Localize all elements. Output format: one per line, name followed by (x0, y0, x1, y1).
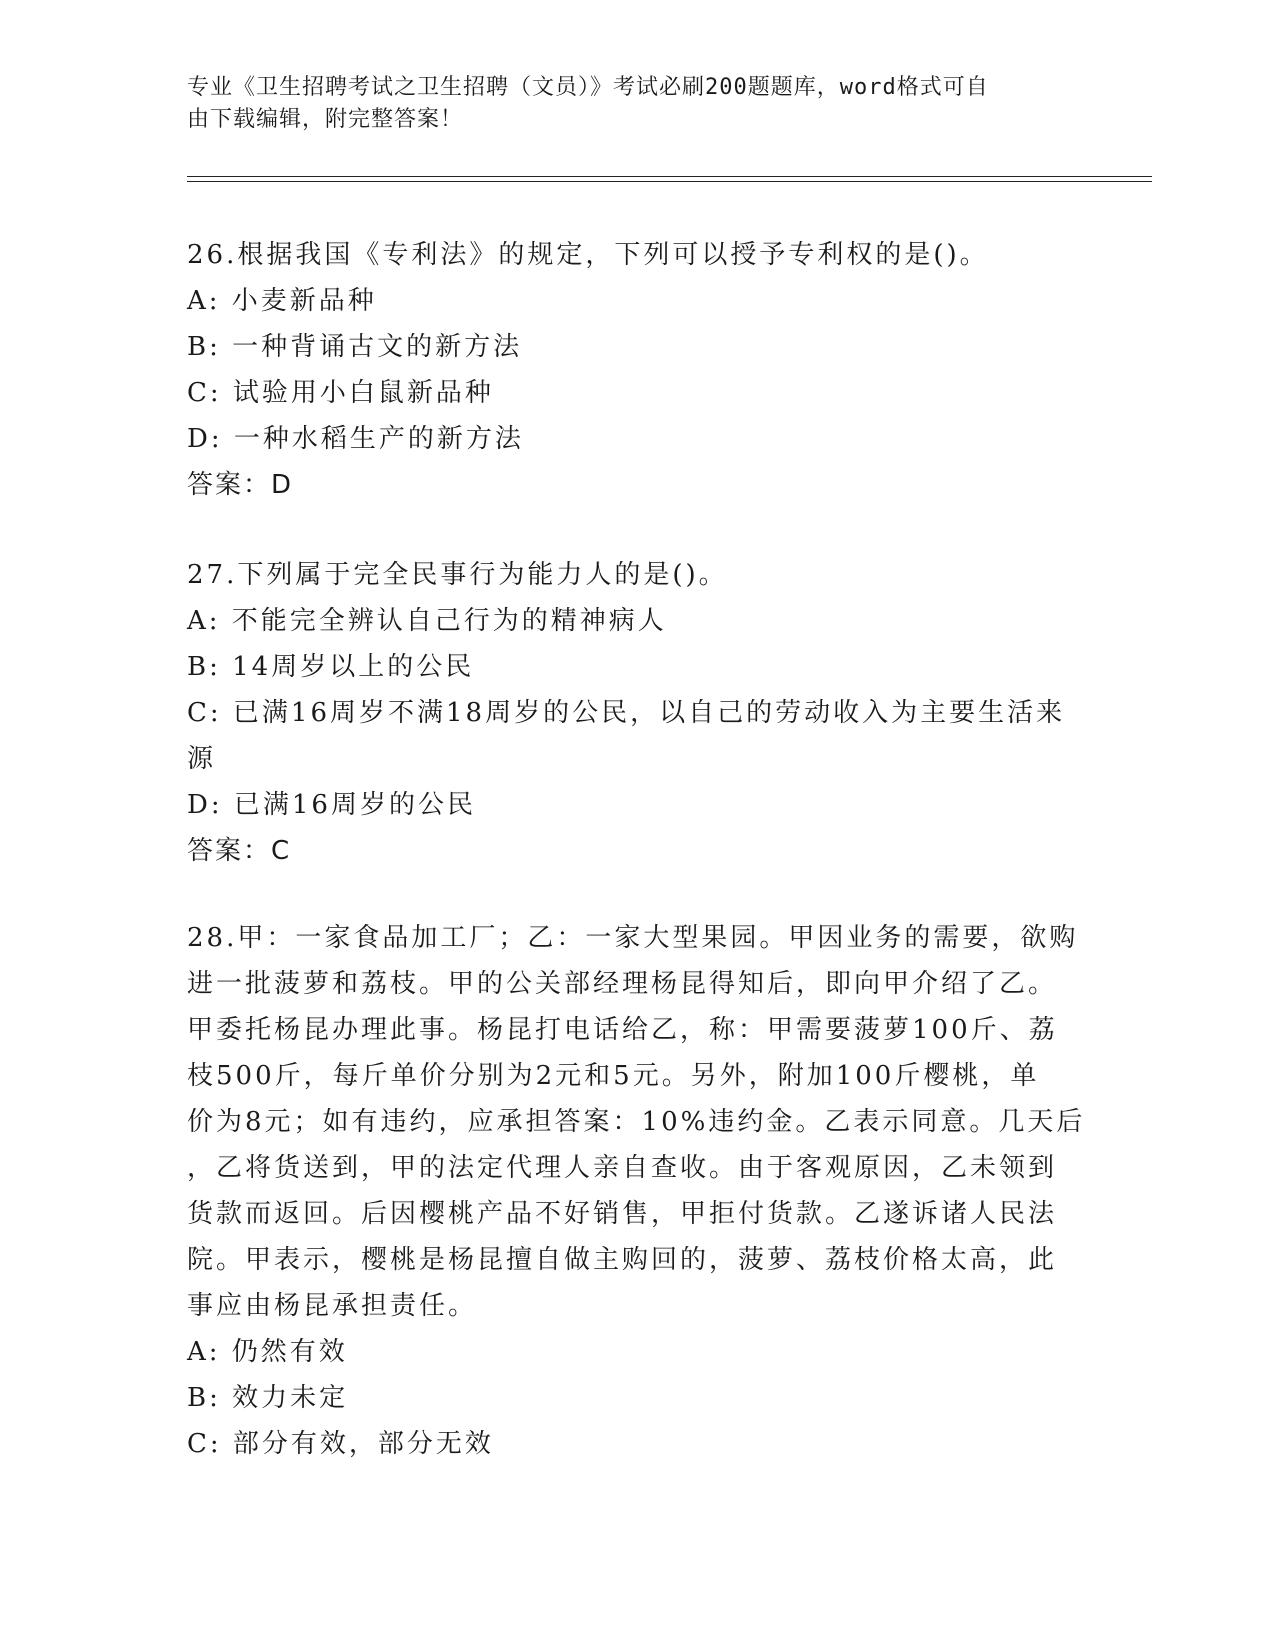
option-b: B: 14周岁以上的公民 (187, 652, 475, 682)
document-header (187, 72, 1067, 136)
option-c: C: 已满16周岁不满18周岁的公民，以自己的劳动收入为主要生活来 (187, 698, 1066, 728)
option-b: B: 一种背诵古文的新方法 (187, 332, 523, 362)
answer: 答案：D (187, 470, 294, 500)
option-a: A: 小麦新品种 (187, 286, 377, 316)
question-stem-line: 事应由杨昆承担责任。 (187, 1291, 478, 1321)
option-c: C: 部分有效，部分无效 (187, 1429, 494, 1459)
option-a: A: 不能完全辨认自己行为的精神病人 (187, 606, 667, 636)
option-a: A: 仍然有效 (187, 1337, 348, 1367)
question-stem: 27.下列属于完全民事行为能力人的是()。 (187, 560, 728, 590)
question-stem-line: 价为8元；如有违约，应承担答案：10%违约金。乙表示同意。几天后 (187, 1107, 1086, 1137)
option-c-continued: 源 (187, 744, 217, 774)
question-28 (187, 915, 1086, 1467)
question-26 (187, 232, 1067, 508)
header-divider-bottom (187, 181, 1152, 182)
question-stem-line: 院。甲表示，樱桃是杨昆擅自做主购回的，菠萝、荔枝价格太高，此 (187, 1245, 1058, 1275)
question-stem-line: ，乙将货送到，甲的法定代理人亲自查收。由于客观原因，乙未领到 (187, 1153, 1058, 1183)
option-b: B: 效力未定 (187, 1383, 349, 1413)
option-c: C: 试验用小白鼠新品种 (187, 378, 494, 408)
question-stem: 26.根据我国《专利法》的规定，下列可以授予专利权的是()。 (187, 240, 989, 270)
question-stem-line: 28.甲：一家食品加工厂；乙：一家大型果园。甲因业务的需要，欲购 (187, 923, 1079, 953)
header-line-1: 专业《卫生招聘考试之卫生招聘（文员）》考试必刷200题题库，word格式可自 (187, 75, 989, 100)
option-d: D: 已满16周岁的公民 (187, 790, 476, 820)
header-line-2: 由下载编辑，附完整答案！ (187, 107, 464, 132)
question-stem-line: 枝500斤，每斤单价分别为2元和5元。另外，附加100斤樱桃，单 (187, 1061, 1040, 1091)
question-stem-line: 货款而返回。后因樱桃产品不好销售，甲拒付货款。乙遂诉诸人民法 (187, 1199, 1058, 1229)
question-stem-line: 甲委托杨昆办理此事。杨昆打电话给乙，称：甲需要菠萝100斤、荔 (187, 1015, 1058, 1045)
option-d: D: 一种水稻生产的新方法 (187, 424, 524, 454)
header-divider-top (187, 176, 1152, 177)
question-27 (187, 552, 1067, 874)
question-stem-line: 进一批菠萝和荔枝。甲的公关部经理杨昆得知后，即向甲介绍了乙。 (187, 969, 1058, 999)
answer: 答案：C (187, 836, 292, 866)
